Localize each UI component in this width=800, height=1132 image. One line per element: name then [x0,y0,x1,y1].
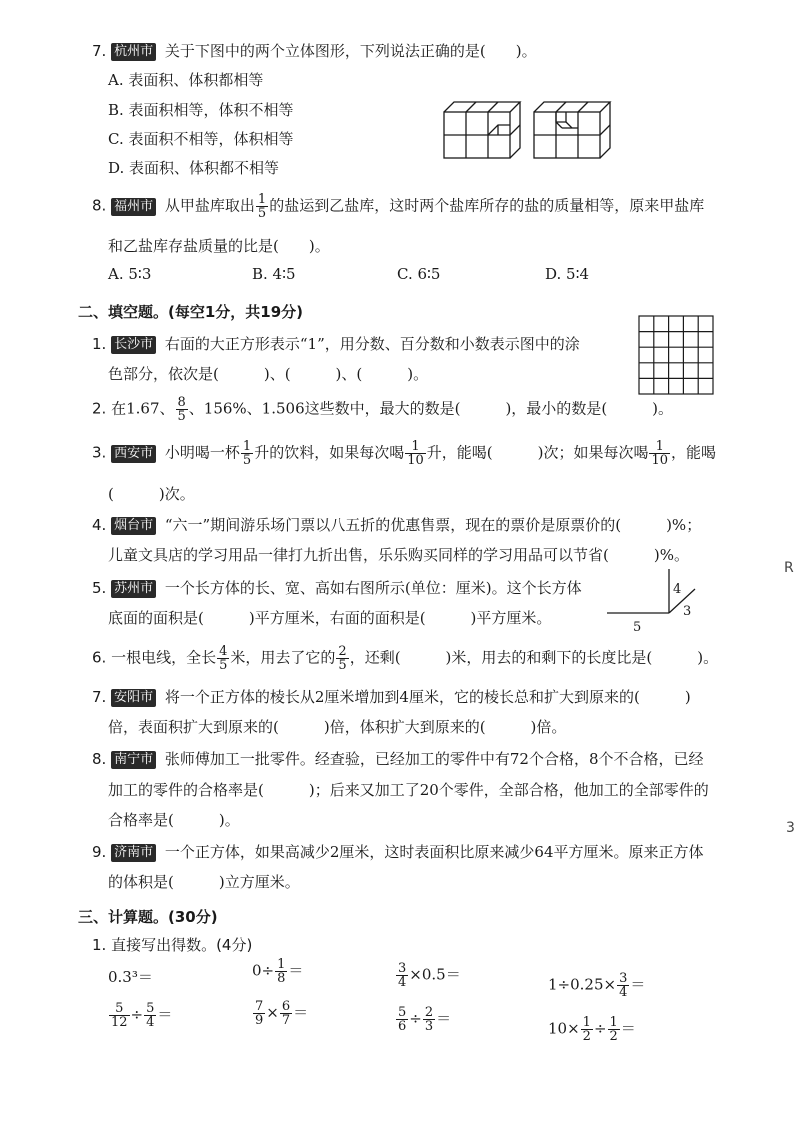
fill-q5-label-height: 4 [673,582,682,597]
calc-e3-fraction [396,962,408,989]
fill-q8-city-tag: 南宁市 [111,751,156,769]
fill-q6-frac2-denominator: 5 [338,658,347,673]
q7-text: 关于下图中的两个立体图形，下列说法正确的是( )。 [164,42,537,60]
fill-q2-fraction [176,396,188,423]
fill-q3-frac3-numerator: 1 [649,440,670,454]
fill-q3-fraction-1 [241,440,253,467]
fill-q8-number: 8. [92,750,107,768]
calc-expr-2 [252,958,303,985]
q8-option-a: A. 5∶3 [108,265,152,283]
q8-stem [92,193,704,220]
fill-q3-fraction-2 [405,440,426,467]
q7-option-b: B. 表面积相等，体积不相等 [108,101,294,119]
calc-e6-denominator-1: 9 [255,1013,264,1028]
calc-e4-prefix: 1÷0.25× [548,975,617,994]
margin-digit: 3 [786,820,795,836]
calc-e8-numerator-1: 1 [582,1015,591,1030]
fill-q6-fraction-1 [217,645,229,672]
calc-e7-operator: ÷ [409,1009,422,1028]
fill-q5-line1 [92,577,582,598]
calc-e7-numerator-1: 5 [398,1005,407,1020]
fill-q6-text-b: 米，用去了它的 [230,648,336,667]
q7-solids-figure [442,92,612,164]
calc-e8-suffix: ＝ [620,1019,636,1038]
fill-q3-frac2-denominator: 10 [407,453,424,468]
calc-e8-numerator-2: 1 [609,1015,618,1030]
fill-q9-city-tag: 济南市 [111,844,156,862]
fill-q4-text: “六一”期间游乐场门票以八五折的优惠售票，现在的票价是原票价的( )%； [164,516,702,534]
calc-e2-prefix: 0÷ [252,961,275,980]
q8-option-c: C. 6∶5 [397,265,441,283]
q7-option-d: D. 表面积、体积都不相等 [108,159,280,177]
fill-q1-line1 [92,333,580,354]
fill-q3-frac2-numerator: 1 [405,440,426,454]
fill-q2-text-pre: 在1.67、 [111,399,175,418]
fill-q6-number: 6. [92,648,107,667]
fill-q4-number: 4. [92,516,107,534]
fill-q7-number: 7. [92,688,107,706]
fill-q3-text-b: 升的饮料，如果每次喝 [254,443,405,462]
fill-q6 [92,645,718,672]
q7-solid-left [444,102,520,158]
calc-expr-6 [252,1000,308,1027]
calc-expr-8 [548,1016,636,1043]
calc-e7-fraction-2 [423,1006,435,1033]
section-2-heading: 二、填空题。(每空1分，共19分) [78,303,304,321]
calc-e6-numerator-2: 6 [281,999,291,1014]
calc-e6-fraction-2 [280,1000,292,1027]
q7-option-a: A. 表面积、体积都相等 [108,71,264,89]
q8-option-b: B. 4∶5 [252,265,296,283]
calc-expr-1: 0.3³＝ [108,968,153,986]
q8-fraction [256,193,268,220]
fill-q6-frac1-denominator: 5 [219,658,228,673]
calc-e5-numerator-1: 5 [109,1002,130,1016]
calc-e6-numerator-1: 7 [255,999,264,1014]
q7-solid-right [534,102,610,158]
calc-e4-suffix: ＝ [630,975,646,994]
calc-e7-numerator-2: 2 [424,1005,434,1020]
fill-q5-text: 一个长方体的长、宽、高如右图所示(单位：厘米)。这个长方体 [164,579,582,597]
fill-q5-city-tag: 苏州市 [111,580,156,598]
fill-q5-label-length: 5 [633,620,642,635]
fill-q6-frac2-numerator: 2 [338,644,347,659]
calc-e3-numerator: 3 [398,961,407,976]
calc-e8-fraction-2 [608,1016,620,1043]
calc-e7-denominator-1: 6 [398,1019,407,1034]
fill-q2-frac-numerator: 8 [177,395,186,410]
q8-frac-numerator: 1 [257,192,267,207]
fill-q6-frac1-numerator: 4 [219,644,228,659]
fill-q8-line1 [92,748,704,769]
fill-q2-number: 2. [92,399,107,418]
calc-expr-7 [395,1006,451,1033]
calc-e5-suffix: ＝ [157,1005,173,1024]
fill-q5-number: 5. [92,579,107,597]
fill-q1-number: 1. [92,335,107,353]
fill-q3-line1 [92,440,716,467]
fill-q5-label-width: 3 [683,604,692,619]
calc-e5-fraction-2 [144,1002,156,1029]
fill-q1-text: 右面的大正方形表示“1”，用分数、百分数和小数表示图中的涂 [164,335,580,353]
calc-e8-operator: ÷ [593,1019,607,1038]
fill-q2-text-post: 、156%、1.506这些数中，最大的数是( )，最小的数是( )。 [188,399,674,418]
fill-q6-fraction-2 [336,645,348,672]
fill-q4-city-tag: 烟台市 [111,517,156,535]
calc-e6-denominator-2: 7 [281,1013,291,1028]
q7-city-tag: 杭州市 [111,43,156,61]
q8-frac-denominator: 5 [257,206,267,221]
fill-q9-text: 一个正方体，如果高减少2厘米，这时表面积比原来减少64平方厘米。原来正方体 [164,843,704,861]
fill-q3-frac1-numerator: 1 [242,439,252,454]
fill-q3-text-d: ，能喝 [671,443,717,462]
fill-q3-line2: ( )次。 [108,485,195,503]
calc-e6-suffix: ＝ [293,1003,309,1022]
calc-e5-denominator-1: 12 [111,1015,128,1030]
calc-e5-numerator-2: 5 [146,1001,155,1016]
fill-q1-city-tag: 长沙市 [111,336,156,354]
fill-q7-city-tag: 安阳市 [111,689,156,707]
calc-e8-denominator-1: 2 [582,1029,591,1044]
fill-q6-text-c: ，还剩( )米，用去的和剩下的长度比是( )。 [349,648,719,667]
fill-q9-number: 9. [92,843,107,861]
fill-q7-line2: 倍，表面积扩大到原来的( )倍，体积扩大到原来的( )倍。 [108,718,567,736]
calc-q1-title: 1. 直接写出得数。(4分) [92,936,253,954]
fill-q7-line1 [92,686,691,707]
calc-e4-fraction [617,972,629,999]
calc-e5-fraction-1 [109,1002,130,1029]
q8-city-tag: 福州市 [111,198,156,216]
q8-option-d: D. 5∶4 [545,265,590,283]
fill-q2-frac-denominator: 5 [177,409,186,424]
fill-q8-line2: 加工的零件的合格率是( )；后来又加工了20个零件，全部合格，他加工的全部零件的 [108,781,709,799]
calc-e7-suffix: ＝ [436,1009,452,1028]
calc-expr-3 [395,962,461,989]
calc-e7-denominator-2: 3 [424,1019,434,1034]
calc-e8-denominator-2: 2 [609,1029,618,1044]
calc-e3-suffix: ×0.5＝ [409,965,461,984]
calc-e3-denominator: 4 [398,975,407,990]
calc-e2-numerator: 1 [277,957,286,972]
calc-e8-fraction-1 [581,1016,593,1043]
calc-e2-fraction [275,958,287,985]
fill-q9-line1 [92,841,704,862]
fill-q8-text: 张师傅加工一批零件。经查验，已经加工的零件中有72个合格，8个不合格，已经 [164,750,704,768]
calc-e4-numerator: 3 [619,971,628,986]
calc-e6-operator: × [266,1003,279,1022]
fill-q5-line2: 底面的面积是( )平方厘米，右面的面积是( )平方厘米。 [108,609,552,627]
margin-letter: R [784,560,794,576]
fill-q4-line1 [92,514,701,535]
calc-e5-operator: ÷ [130,1005,144,1024]
q8-number: 8. [92,196,107,215]
fill-q3-frac3-denominator: 10 [651,453,669,468]
fill-q3-fraction-3 [649,440,670,467]
calc-e6-fraction-1 [253,1000,265,1027]
calc-expr-5 [108,1002,172,1029]
calc-expr-4 [548,972,645,999]
fill-q3-frac1-denominator: 5 [242,453,252,468]
fill-q1-line2: 色部分，依次是( )、( )、( )。 [108,365,429,383]
fill-q2 [92,396,673,423]
fill-q6-text-a: 一根电线，全长 [111,648,217,667]
q8-text-post: 的盐运到乙盐库，这时两个盐库所存的盐的质量相等，原来甲盐库 [269,196,705,215]
fill-q3-number: 3. [92,443,107,462]
calc-e7-fraction-1 [396,1006,408,1033]
fill-q1-grid-figure [638,315,714,395]
fill-q9-line2: 的体积是( )立方厘米。 [108,873,300,891]
calc-e5-denominator-2: 4 [146,1015,155,1030]
calc-e2-suffix: ＝ [288,961,304,980]
section-3-heading: 三、计算题。(30分) [78,908,218,926]
fill-q7-text: 将一个正方体的棱长从2厘米增加到4厘米，它的棱长总和扩大到原来的( ) [164,688,691,706]
calc-e2-denominator: 8 [277,971,286,986]
q7-option-c: C. 表面积不相等，体积相等 [108,130,294,148]
fill-q3-text-c: 升，能喝( )次；如果每次喝 [426,443,649,462]
fill-q4-line2: 儿童文具店的学习用品一律打九折出售，乐乐购买同样的学习用品可以节省( )%。 [108,546,689,564]
q8-text-pre: 从甲盐库取出 [164,196,255,215]
fill-q5-dimension-figure [605,565,705,635]
calc-e4-denominator: 4 [619,985,628,1000]
fill-q8-line3: 合格率是( )。 [108,811,240,829]
q7-stem [92,40,537,61]
q7-number: 7. [92,42,107,60]
calc-e8-prefix: 10× [548,1019,580,1038]
fill-q3-city-tag: 西安市 [111,445,156,463]
q8-line2: 和乙盐库存盐质量的比是( )。 [108,237,330,255]
fill-q3-text-a: 小明喝一杯 [164,443,240,462]
